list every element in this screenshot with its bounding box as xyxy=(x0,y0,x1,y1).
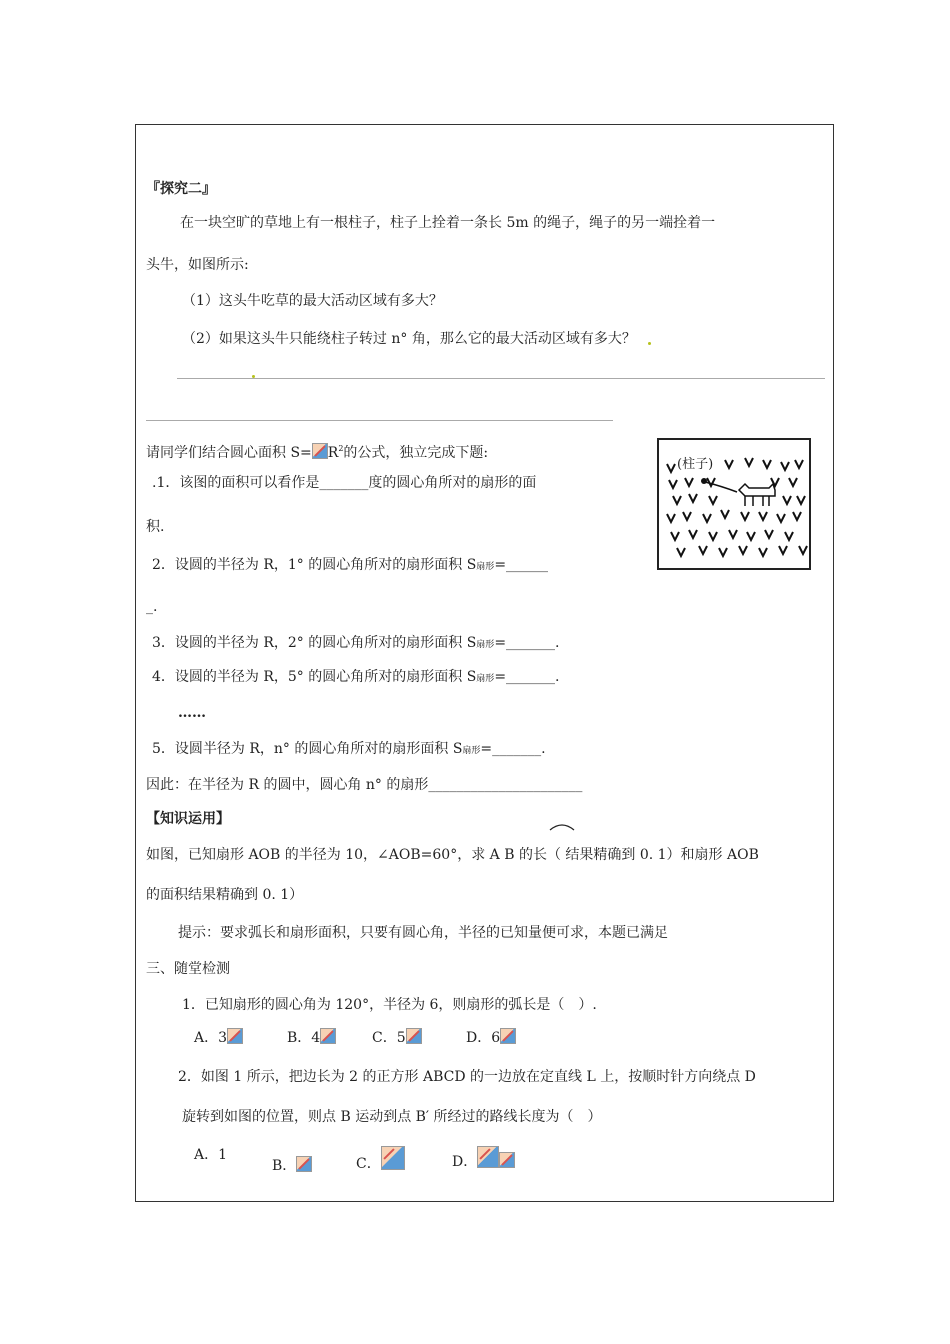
pi-image-icon xyxy=(406,1028,422,1044)
ellipsis: …… xyxy=(178,705,206,721)
guide-item-5: 5．设圆半径为 R，n° 的圆心角所对的扇形面积 S扇形=_______. xyxy=(152,741,546,757)
divider xyxy=(146,420,613,421)
guide-item-3: 3．设圆的半径为 R，2° 的圆心角所对的扇形面积 S扇形=_______. xyxy=(152,635,560,651)
guide-item-1-cont: 积. xyxy=(146,519,165,535)
guide-conclusion: 因此：在半径为 R 的圆中，圆心角 n° 的扇形______________________ xyxy=(146,777,583,793)
section-title: 『探究二』 xyxy=(146,181,216,197)
answer-image-icon xyxy=(296,1156,312,1172)
check-title: 三、随堂检测 xyxy=(146,961,230,977)
q2-option-c: C． xyxy=(356,1146,405,1173)
check-question-2-cont: 旋转到如图的位置，则点 B 运动到点 B′ 所经过的路线长度为（ ） xyxy=(182,1109,602,1125)
formula-image-icon xyxy=(312,443,328,459)
answer-image-icon xyxy=(499,1152,515,1168)
apply-hint: 提示：要求弧长和扇形面积，只要有圆心角，半径的已知量便可求，本题已满足 xyxy=(178,925,668,941)
arc-symbol xyxy=(548,820,576,832)
q1-option-d: D．6 xyxy=(466,1028,516,1047)
pi-image-icon xyxy=(320,1028,336,1044)
question-1: （1）这头牛吃草的最大活动区域有多大？ xyxy=(182,293,443,309)
pole-label: (柱子) xyxy=(677,457,714,472)
check-question-1: 1．已知扇形的圆心角为 120°，半径为 6，则扇形的弧长是（ ）. xyxy=(182,997,597,1013)
q2-option-d: D． xyxy=(452,1146,515,1171)
guide-intro: 请同学们结合圆心面积 $S= R^2$的公式，独立完成下题: xyxy=(146,444,489,461)
problem-paragraph: 在一块空旷的草地上有一根柱子，柱子上拴着一条长 5m 的绳子，绳子的另一端拴着一 xyxy=(180,215,716,231)
guide-item-4: 4．设圆的半径为 R，5° 的圆心角所对的扇形面积 S扇形=_______. xyxy=(152,669,560,685)
apply-title: 【知识运用】 xyxy=(146,811,230,827)
apply-problem: 如图，已知扇形 AOB 的半径为 10，∠AOB=60°，求 A B 的长（ 结果精确到 0. 1）和扇形 AOB xyxy=(146,847,759,863)
guide-item-1: .1．该图的面积可以看作是_______度的圆心角所对的扇形的面 xyxy=(152,475,537,491)
q2-option-a: A．1 xyxy=(194,1147,228,1163)
speck xyxy=(252,375,255,378)
guide-item-2: 2．设圆的半径为 R，1° 的圆心角所对的扇形面积 S扇形=______ xyxy=(152,557,549,573)
pi-image-icon xyxy=(227,1028,243,1044)
q1-option-a: A．3 xyxy=(194,1028,243,1047)
pi-image-icon xyxy=(500,1028,516,1044)
apply-problem-cont: 的面积结果精确到 0. 1） xyxy=(146,887,304,903)
speck xyxy=(648,342,651,345)
cow-field-figure xyxy=(657,438,811,570)
guide-item-2-cont: _. xyxy=(146,599,158,615)
answer-image-icon xyxy=(477,1146,499,1168)
divider xyxy=(177,378,825,379)
q1-option-b: B．4 xyxy=(287,1028,336,1047)
q1-option-c: C．5 xyxy=(372,1028,422,1047)
problem-paragraph-cont: 头牛，如图所示: xyxy=(146,257,249,273)
check-question-2: 2．如图 1 所示，把边长为 2 的正方形 ABCD 的一边放在定直线 L 上，按顺时针方向绕点 D xyxy=(178,1069,756,1085)
question-2: （2）如果这头牛只能绕柱子转过 n° 角，那么它的最大活动区域有多大？ xyxy=(182,331,636,347)
pole-dot xyxy=(701,478,707,484)
q2-option-b: B． xyxy=(272,1146,312,1175)
answer-image-icon xyxy=(381,1146,405,1170)
